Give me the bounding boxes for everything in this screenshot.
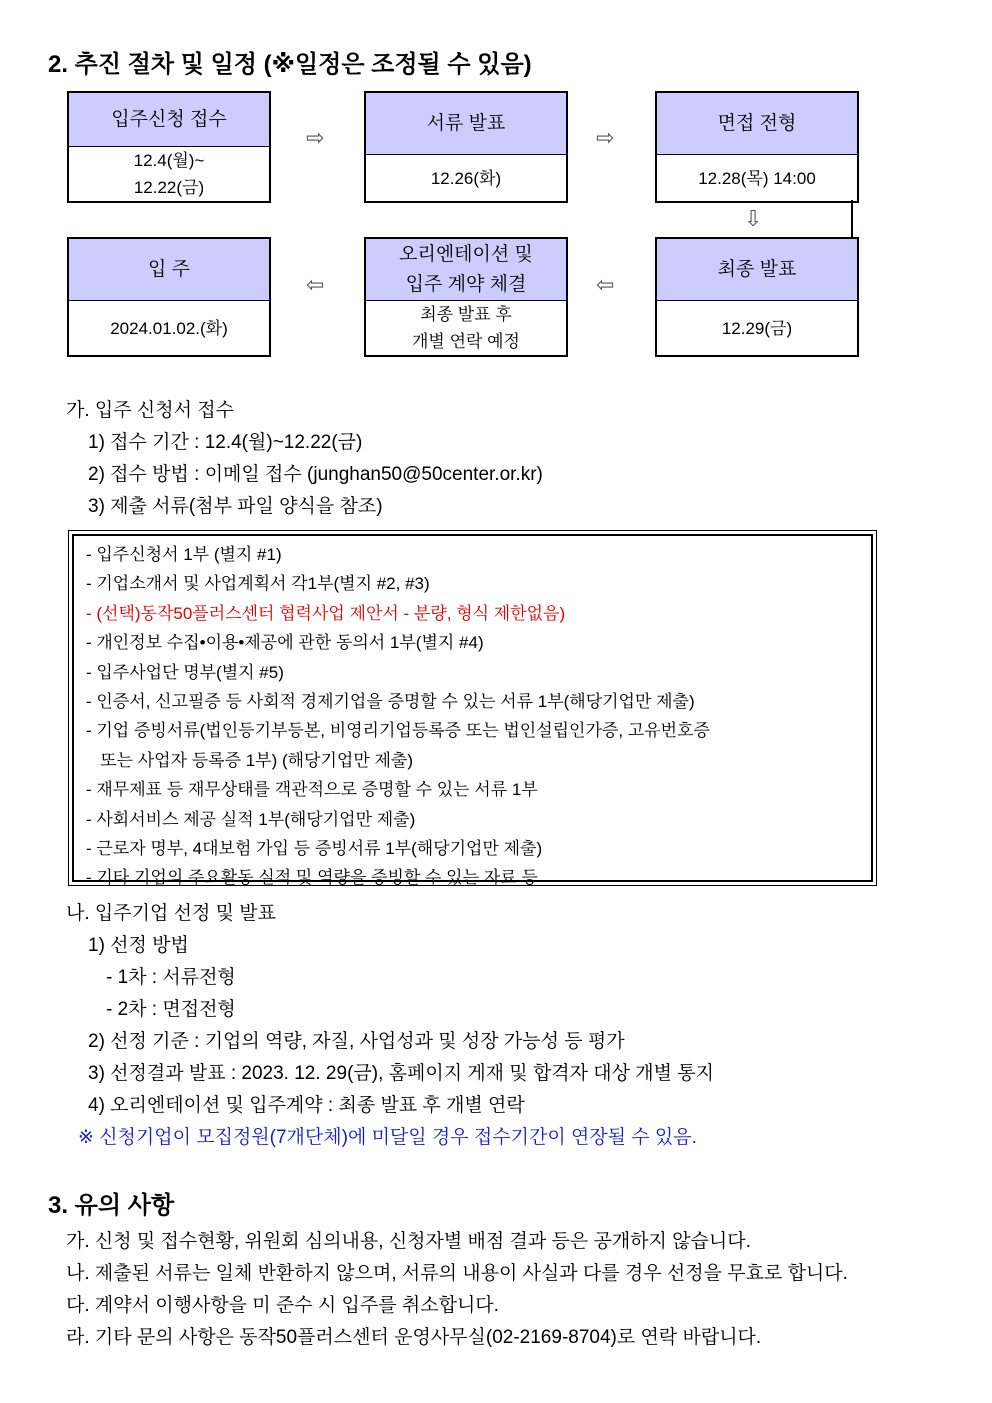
selection-result: 3) 선정결과 발표 : 2023. 12. 29(금), 홈페이지 게재 및 합격자 대상 개별 통지 <box>88 1063 714 1084</box>
step-note: 최종 발표 후 <box>420 305 512 324</box>
document-item: - 입주신청서 1부 (별지 #1) <box>86 545 282 564</box>
step-date: 12.29(금) <box>721 318 793 338</box>
arrow-right-icon: ⇨ <box>306 125 325 150</box>
document-item-optional: - (선택)동작50플러스센터 협력사업 제안서 - 분량, 형식 제한없음) <box>86 603 566 623</box>
selection-step-2: - 2차 : 면접전형 <box>106 999 236 1020</box>
document-item: - 기타 기업의 주요활동 실적 및 역량을 증빙할 수 있는 자료 등 <box>86 868 538 888</box>
flow-step-document-result <box>364 91 568 203</box>
required-documents-label: 3) 제출 서류(첨부 파일 양식을 참조) <box>88 496 383 517</box>
notice-item: 다. 계약서 이행사항을 미 준수 시 입주를 취소합니다. <box>66 1295 499 1316</box>
step-date: 2024.01.02.(화) <box>110 318 228 338</box>
section-3-title: 3. 유의 사항 <box>48 1192 175 1219</box>
subsection-na-heading: 나. 입주기업 선정 및 발표 <box>66 903 276 924</box>
selection-method: 1) 선정 방법 <box>88 935 189 956</box>
document-item: - 기업소개서 및 사업계획서 각1부(별지 #2, #3) <box>86 574 430 594</box>
extension-note: ※ 신청기업이 모집정원(7개단체)에 미달일 경우 접수기간이 연장될 수 있음. <box>78 1127 697 1148</box>
application-method: 2) 접수 방법 : 이메일 접수 (junghan50@50center.or.kr) <box>88 464 543 485</box>
arrow-right-icon: ⇨ <box>596 125 615 150</box>
step-title: 입 주 <box>69 239 269 301</box>
document-item: - 근로자 명부, 4대보험 가입 등 증빙서류 1부(해당기업만 제출) <box>86 839 543 859</box>
section-2-title: 2. 추진 절차 및 일정 (※일정은 조정될 수 있음) <box>48 51 532 78</box>
step-title: 면접 전형 <box>657 93 857 155</box>
flow-step-interview <box>655 91 859 203</box>
step-date: 12.22(금) <box>133 178 205 197</box>
step-title: 입주 계약 체결 <box>405 273 527 295</box>
connector-line <box>851 200 853 240</box>
document-item: - 개인정보 수집•이용•제공에 관한 동의서 1부(별지 #4) <box>86 633 484 653</box>
step-title: 최종 발표 <box>657 239 857 301</box>
application-period: 1) 접수 기간 : 12.4(월)~12.22(금) <box>88 432 363 453</box>
step-date: 12.4(월)~ <box>133 151 205 170</box>
document-item: - 인증서, 신고필증 등 사회적 경제기업을 증명할 수 있는 서류 1부(해당기업만 제출) <box>86 692 695 712</box>
notice-item: 나. 제출된 서류는 일체 반환하지 않으며, 서류의 내용이 사실과 다를 경우 선정을 무효로 합니다. <box>66 1263 848 1284</box>
step-title: 오리엔테이션 및 <box>399 243 533 265</box>
document-item-continued: 또는 사업자 등록증 1부) (해당기업만 제출) <box>86 750 413 770</box>
subsection-ga-heading: 가. 입주 신청서 접수 <box>66 400 234 421</box>
step-note: 개별 연락 예정 <box>412 332 520 351</box>
arrow-down-icon: ⇩ <box>744 206 763 231</box>
selection-step-1: - 1차 : 서류전형 <box>106 967 236 988</box>
step-date: 12.26(화) <box>430 168 502 188</box>
document-item: - 사회서비스 제공 실적 1부(해당기업만 제출) <box>86 809 416 829</box>
arrow-left-icon: ⇦ <box>306 272 325 297</box>
flow-step-final-result <box>655 237 859 357</box>
document-item: - 재무제표 등 재무상태를 객관적으로 증명할 수 있는 서류 1부 <box>86 780 538 800</box>
flow-step-orientation <box>364 237 568 357</box>
notice-item: 가. 신청 및 접수현황, 위원회 심의내용, 신청자별 배점 결과 등은 공개하지 않습니다. <box>66 1231 751 1252</box>
flow-step-application <box>67 91 271 203</box>
step-date: 12.28(목) 14:00 <box>698 168 816 188</box>
arrow-left-icon: ⇦ <box>596 272 615 297</box>
selection-criteria: 2) 선정 기준 : 기업의 역량, 자질, 사업성과 및 성장 가능성 등 평가 <box>88 1031 625 1052</box>
notice-item: 라. 기타 문의 사항은 동작50플러스센터 운영사무실(02-2169-8704)로 연락 바랍니다. <box>66 1327 762 1348</box>
step-title: 서류 발표 <box>366 93 566 155</box>
orientation-contract: 4) 오리엔테이션 및 입주계약 : 최종 발표 후 개별 연락 <box>88 1095 525 1116</box>
step-title: 입주신청 접수 <box>69 93 269 147</box>
document-item: - 기업 증빙서류(법인등기부등본, 비영리기업등록증 또는 법인설립인가증, 고유번호증 <box>86 721 710 741</box>
document-item: - 입주사업단 명부(별지 #5) <box>86 662 284 682</box>
flow-step-move-in <box>67 237 271 357</box>
required-documents-box <box>68 530 877 886</box>
